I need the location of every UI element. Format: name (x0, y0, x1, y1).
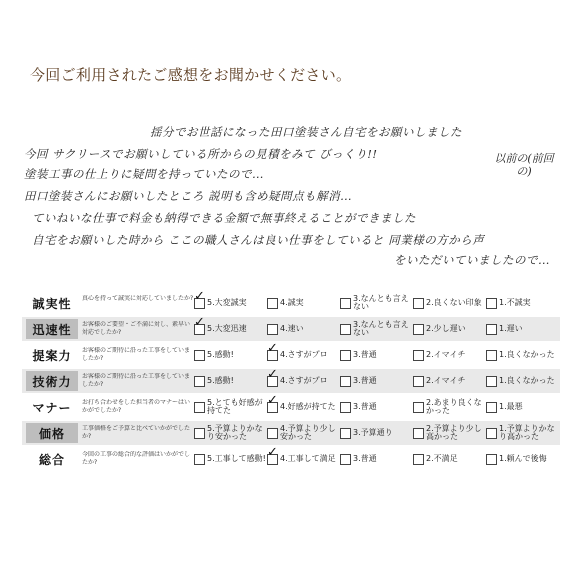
survey-question: お客様のご要望・ご不満に対し、素早い対応でしたか? (82, 321, 191, 336)
survey-option-label: 2.少し遅い (426, 324, 466, 333)
survey-option-label: 4.さすがプロ (280, 376, 328, 385)
comment-line-3: 塗装工事の仕上りに疑問を持っていたので… (24, 167, 264, 181)
survey-option-label: 3.なんとも言えない (353, 294, 409, 311)
checkbox-checked[interactable] (267, 402, 278, 413)
checkbox-checked[interactable] (267, 350, 278, 361)
survey-option[interactable] (486, 399, 559, 415)
checkbox[interactable] (486, 376, 497, 387)
survey-question: お客様のご期待に沿った工事をしていましたか? (82, 347, 191, 362)
survey-option-label: 2.不満足 (426, 454, 458, 463)
survey-table (22, 291, 560, 473)
survey-category: 迅速性 (26, 319, 78, 339)
checkbox[interactable] (486, 454, 497, 465)
survey-option[interactable] (194, 399, 267, 415)
survey-row (22, 395, 560, 419)
checkbox[interactable] (194, 428, 205, 439)
survey-option-label: 1.最悪 (499, 402, 523, 411)
survey-option[interactable] (486, 376, 559, 387)
survey-option[interactable] (413, 376, 486, 387)
checkbox[interactable] (267, 428, 278, 439)
survey-option[interactable] (413, 425, 486, 441)
survey-option-label: 4.誠実 (280, 298, 304, 307)
survey-option-label: 1.不誠実 (499, 298, 531, 307)
survey-category: 提案力 (32, 348, 72, 363)
survey-option[interactable] (340, 425, 413, 441)
survey-option[interactable] (413, 295, 486, 311)
survey-option[interactable] (267, 454, 340, 465)
survey-category: 価格 (26, 423, 78, 443)
survey-option[interactable] (340, 321, 413, 337)
survey-option[interactable] (267, 350, 340, 361)
checkbox[interactable] (340, 376, 351, 387)
comment-line-6: 自宅をお願いした時から ここの職人さんは良い仕事をしていると 同業様の方から声 (32, 233, 485, 247)
checkbox[interactable] (340, 454, 351, 465)
survey-options (194, 425, 560, 441)
survey-category: 総合 (38, 452, 65, 467)
survey-category: 技術力 (26, 371, 78, 391)
survey-row (22, 447, 560, 471)
checkbox[interactable] (413, 428, 424, 439)
handwritten-comment (22, 118, 562, 268)
survey-option[interactable] (267, 321, 340, 337)
comment-line-4: 田口塗装さんにお願いしたところ 説明も含め疑問点も解消… (24, 189, 353, 203)
survey-option-label: 3.普通 (353, 402, 377, 411)
survey-option[interactable] (194, 376, 267, 387)
survey-option-label: 2.イマイチ (426, 350, 466, 359)
survey-option-label: 3.なんとも言えない (353, 320, 409, 337)
survey-question: 工事価格をご予算と比べていかがでしたか? (82, 425, 191, 440)
survey-options (194, 454, 560, 465)
survey-option[interactable] (267, 425, 340, 441)
survey-question: 今回の工事の総合的な評価はいかがでしたか? (82, 451, 191, 466)
checkbox[interactable] (194, 402, 205, 413)
survey-option-label: 3.普通 (353, 376, 377, 385)
survey-option-label: 3.普通 (353, 350, 377, 359)
survey-options (194, 376, 560, 387)
checkbox[interactable] (340, 402, 351, 413)
survey-option-label: 5.感動! (207, 350, 234, 359)
survey-option-label: 2.予算より少し高かった (426, 424, 482, 441)
survey-option-label: 5.大変迅速 (207, 324, 247, 333)
survey-row (22, 291, 560, 315)
survey-option[interactable] (413, 321, 486, 337)
survey-options (194, 321, 560, 337)
survey-row (22, 343, 560, 367)
survey-row (22, 369, 560, 393)
checkbox-checked[interactable] (267, 454, 278, 465)
checkbox[interactable] (413, 350, 424, 361)
checkbox[interactable] (340, 350, 351, 361)
survey-option[interactable] (267, 399, 340, 415)
survey-option[interactable] (413, 454, 486, 465)
survey-option[interactable] (340, 295, 413, 311)
survey-option[interactable] (486, 350, 559, 361)
checkbox-checked[interactable] (194, 324, 205, 335)
survey-option-label: 4.速い (280, 324, 304, 333)
checkbox[interactable] (413, 454, 424, 465)
survey-option-label: 5.感動! (207, 376, 234, 385)
checkbox[interactable] (194, 454, 205, 465)
checkbox[interactable] (194, 350, 205, 361)
checkbox[interactable] (486, 428, 497, 439)
comment-line-1: 揺分でお世話になった田口塗装さん自宅をお願いしました (150, 125, 462, 139)
checkbox[interactable] (267, 298, 278, 309)
page-heading: 今回ご利用されたご感想をお聞かせください。 (30, 66, 352, 84)
survey-question: お客様のご期待に沿った工事をしていましたか? (82, 373, 191, 388)
checkbox[interactable] (267, 324, 278, 335)
survey-option[interactable] (194, 295, 267, 311)
survey-option-label: 4.さすがプロ (280, 350, 328, 359)
survey-option-label: 5.とても好感が持てた (207, 398, 263, 415)
survey-row (22, 421, 560, 445)
checkbox[interactable] (340, 428, 351, 439)
survey-option-label: 1.遅い (499, 324, 523, 333)
checkbox[interactable] (413, 324, 424, 335)
survey-options (194, 350, 560, 361)
survey-option[interactable] (194, 454, 267, 465)
survey-option[interactable] (486, 454, 559, 465)
survey-option[interactable] (194, 321, 267, 337)
survey-option-label: 1.良くなかった (499, 376, 555, 385)
checkbox[interactable] (340, 298, 351, 309)
survey-question: 真心を持って誠実に対応していましたか? (82, 295, 194, 302)
survey-option[interactable] (340, 376, 413, 387)
survey-options (194, 295, 560, 311)
checkbox[interactable] (340, 324, 351, 335)
survey-option[interactable] (267, 376, 340, 387)
survey-option-label: 4.工事して満足 (280, 454, 336, 463)
survey-option-label: 2.イマイチ (426, 376, 466, 385)
survey-option-label: 5.大変誠実 (207, 298, 247, 307)
survey-row (22, 317, 560, 341)
comment-line-2: 今回 サクリースでお願いしている所からの見積をみて びっくり!! (24, 147, 378, 161)
survey-option[interactable] (194, 350, 267, 361)
survey-option-label: 2.あまり良くなかった (426, 398, 482, 415)
survey-option[interactable] (340, 399, 413, 415)
survey-option[interactable] (486, 321, 559, 337)
survey-option-label: 3.予算通り (353, 428, 393, 437)
survey-option-label: 5.工事して感動! (207, 454, 266, 463)
survey-option-label: 1.予算よりかなり高かった (499, 424, 555, 441)
checkbox[interactable] (486, 402, 497, 413)
survey-option[interactable] (486, 425, 559, 441)
survey-option-label: 1.良くなかった (499, 350, 555, 359)
survey-category: 誠実性 (32, 296, 72, 311)
survey-option[interactable] (340, 350, 413, 361)
checkbox[interactable] (194, 376, 205, 387)
survey-category: マナー (32, 400, 72, 415)
checkbox[interactable] (486, 324, 497, 335)
checkbox[interactable] (413, 376, 424, 387)
survey-option-label: 1.頼んで後悔 (499, 454, 547, 463)
survey-question: お打ち合わせをした担当者のマナーはいかがでしたか? (82, 399, 191, 414)
survey-option-label: 2.良くない印象 (426, 298, 482, 307)
comment-line-5: ていねいな仕事で料金も納得できる金額で無事終えることができました (32, 211, 416, 225)
survey-options (194, 399, 560, 415)
survey-option[interactable] (194, 425, 267, 441)
survey-option[interactable] (340, 454, 413, 465)
survey-option[interactable] (267, 295, 340, 311)
survey-option-label: 3.普通 (353, 454, 377, 463)
checkbox[interactable] (413, 298, 424, 309)
survey-option[interactable] (486, 295, 559, 311)
survey-option-label: 4.好感が持てた (280, 402, 336, 411)
checkbox-checked[interactable] (194, 298, 205, 309)
survey-option[interactable] (413, 350, 486, 361)
comment-line-7: をいただいていましたので… (394, 253, 550, 267)
survey-option-label: 4.予算より少し安かった (280, 424, 336, 441)
checkbox[interactable] (486, 350, 497, 361)
checkbox-checked[interactable] (267, 376, 278, 387)
survey-option[interactable] (413, 399, 486, 415)
checkbox[interactable] (413, 402, 424, 413)
survey-option-label: 5.予算よりかなり安かった (207, 424, 263, 441)
checkbox[interactable] (486, 298, 497, 309)
comment-side-note: 以前の(前回の) (494, 152, 554, 178)
